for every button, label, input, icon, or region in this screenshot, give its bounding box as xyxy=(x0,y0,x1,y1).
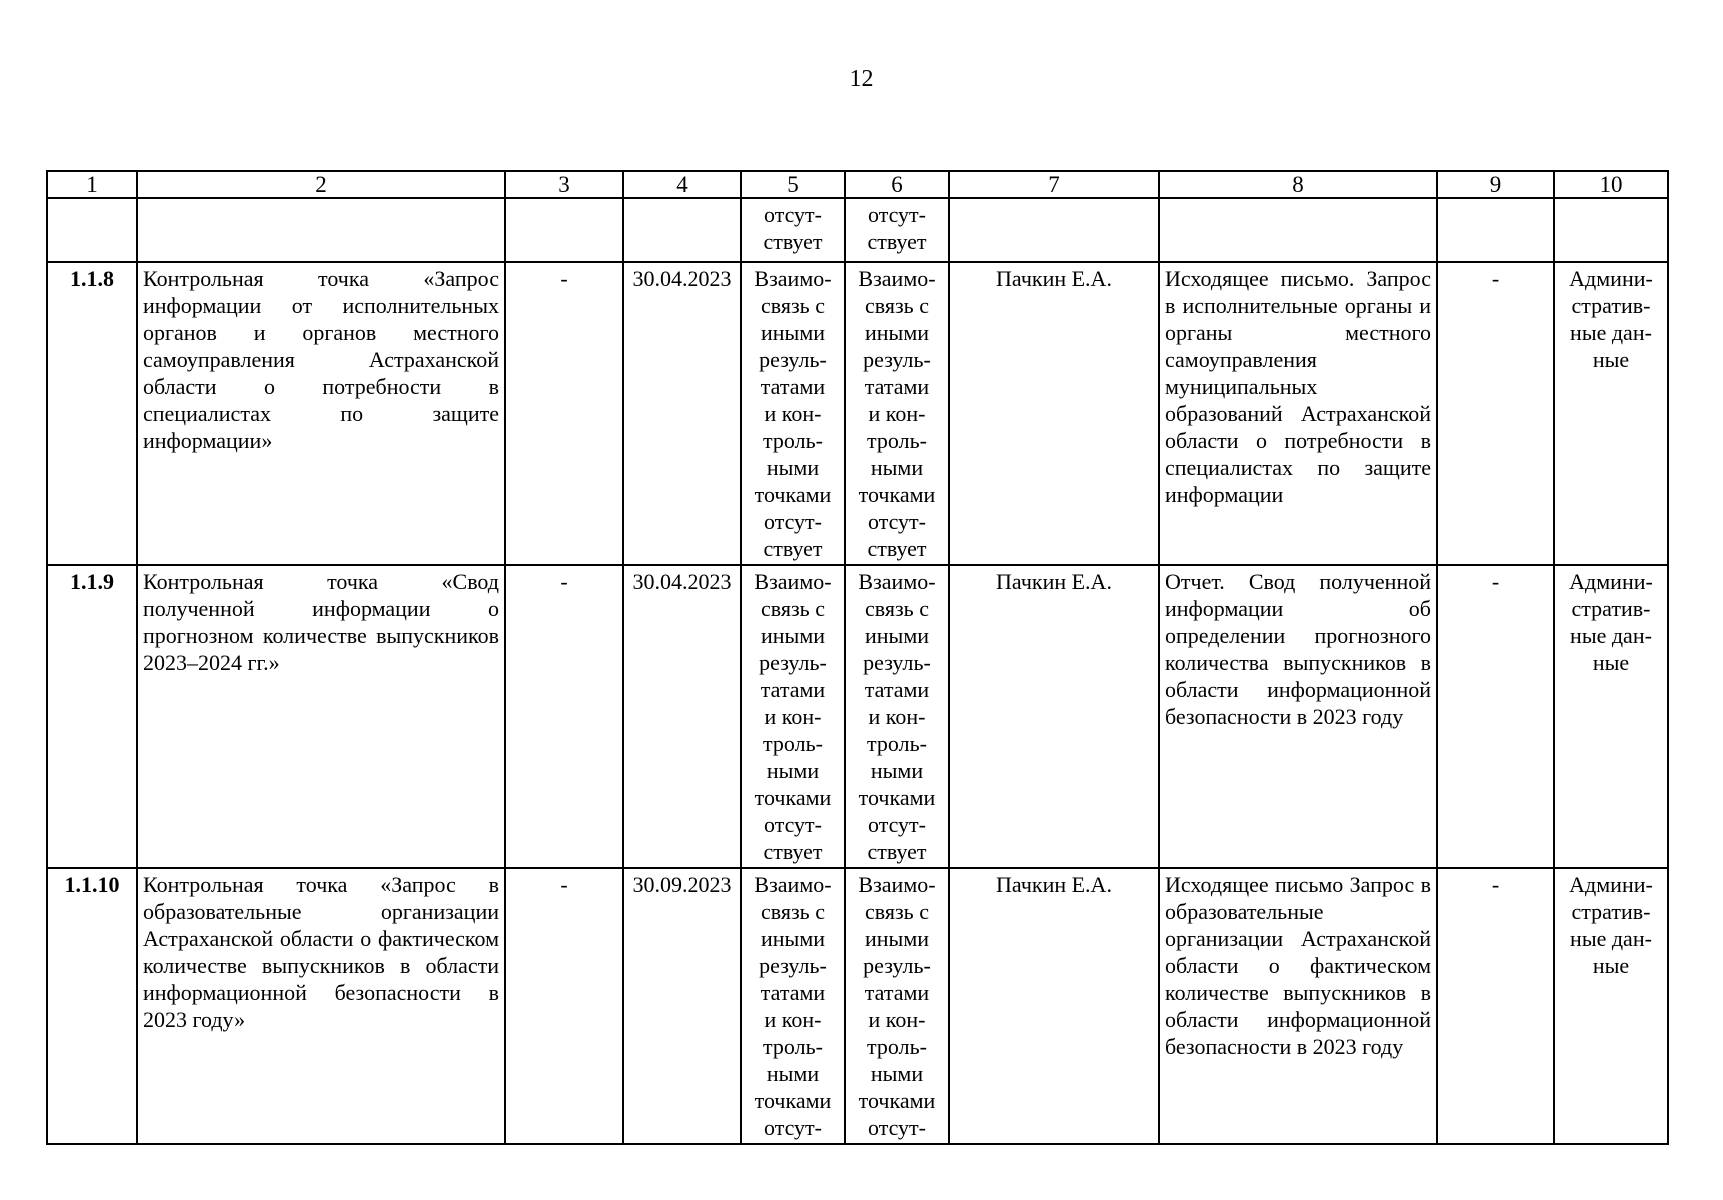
row-col9 xyxy=(1437,868,1554,1144)
col6-line: отсут- xyxy=(867,1115,926,1140)
cont-c5-line: ствует xyxy=(763,229,823,254)
col5-line: ными xyxy=(766,758,820,783)
col6-line: точками xyxy=(858,785,936,810)
col5-line: троль- xyxy=(763,731,823,756)
table-row xyxy=(47,868,1668,1144)
cont-cell-8 xyxy=(1159,198,1437,262)
cont-cell-6 xyxy=(845,198,949,262)
row-number: 1.1.10 xyxy=(47,868,137,1144)
col6-line: точками xyxy=(858,482,936,507)
source-line: Админи- xyxy=(1569,872,1653,897)
source-line: стратив- xyxy=(1571,293,1651,318)
col5-line: Взаимо- xyxy=(754,266,832,291)
row-col9 xyxy=(1437,262,1554,565)
col5-line: точками xyxy=(754,785,832,810)
header-cell-9: 9 xyxy=(1437,171,1554,198)
dash: - xyxy=(560,266,568,291)
header-cell-5: 5 xyxy=(741,171,845,198)
col5-line: троль- xyxy=(763,428,823,453)
row-description: Контрольная точка «Запрос в образовательные организации Астраханской области о фактическом количестве выпускников в области информационной безопасности в 2023 году» xyxy=(137,868,505,1144)
cont-cell-1 xyxy=(47,198,137,262)
dash: - xyxy=(1491,266,1500,291)
header-row xyxy=(47,171,1668,198)
col6-line: ными xyxy=(870,758,924,783)
dash: - xyxy=(560,569,568,594)
col5-line: отсут- xyxy=(763,509,822,534)
col5-line: отсут- xyxy=(763,812,822,837)
row-col3 xyxy=(505,565,623,868)
col5-line: точками xyxy=(754,482,832,507)
col5-line: татами xyxy=(760,980,826,1005)
col5-line: ными xyxy=(766,1061,820,1086)
col6-line: и кон- xyxy=(868,1007,926,1032)
continuation-row xyxy=(47,198,1668,262)
col6-line: татами xyxy=(864,374,930,399)
col5-line: резуль- xyxy=(759,347,827,372)
col5-line: Взаимо- xyxy=(754,872,832,897)
dash: - xyxy=(1491,569,1500,594)
col6-line: иными xyxy=(864,623,930,648)
row-source xyxy=(1554,868,1668,1144)
row-date: 30.04.2023 xyxy=(623,262,741,565)
col6-line: резуль- xyxy=(863,953,931,978)
row-col6 xyxy=(845,262,949,565)
source-line: стратив- xyxy=(1571,596,1651,621)
source-line: ные дан- xyxy=(1570,623,1652,648)
source-line: ные xyxy=(1592,650,1630,675)
col6-line: Взаимо- xyxy=(858,266,936,291)
col5-line: отсут- xyxy=(763,1115,822,1140)
row-source xyxy=(1554,262,1668,565)
col6-line: Взаимо- xyxy=(858,872,936,897)
header-cell-10: 10 xyxy=(1554,171,1668,198)
col6-line: татами xyxy=(864,677,930,702)
col5-line: иными xyxy=(760,623,826,648)
row-col6 xyxy=(845,868,949,1144)
col5-line: татами xyxy=(760,374,826,399)
cont-cell-5 xyxy=(741,198,845,262)
row-number: 1.1.8 xyxy=(47,262,137,565)
row-col5 xyxy=(741,868,845,1144)
row-result: Исходящее письмо. Запрос в исполнительные органы и органы местного самоуправления муниципальных образований Астраханской области о потребности в специалистах по защите информации xyxy=(1159,262,1437,565)
page-number: 12 xyxy=(849,66,874,92)
col5-line: резуль- xyxy=(759,953,827,978)
col6-line: иными xyxy=(864,320,930,345)
col5-line: связь с xyxy=(761,899,825,924)
col5-line: и кон- xyxy=(764,401,822,426)
col6-line: ствует xyxy=(867,839,927,864)
col6-line: отсут- xyxy=(867,812,926,837)
header-cell-1: 1 xyxy=(47,171,137,198)
header-cell-2: 2 xyxy=(137,171,505,198)
col5-line: троль- xyxy=(763,1034,823,1059)
control-points-table xyxy=(46,170,1669,1145)
col6-line: связь с xyxy=(865,596,929,621)
row-responsible: Пачкин Е.А. xyxy=(949,565,1159,868)
row-col3 xyxy=(505,868,623,1144)
row-col5 xyxy=(741,262,845,565)
col5-line: Взаимо- xyxy=(754,569,832,594)
header-cell-4: 4 xyxy=(623,171,741,198)
col5-line: связь с xyxy=(761,596,825,621)
row-date: 30.09.2023 xyxy=(623,868,741,1144)
row-responsible: Пачкин Е.А. xyxy=(949,262,1159,565)
header-cell-3: 3 xyxy=(505,171,623,198)
col6-line: ными xyxy=(870,455,924,480)
col5-line: ными xyxy=(766,455,820,480)
source-line: ные xyxy=(1592,347,1630,372)
col5-line: и кон- xyxy=(764,704,822,729)
header-cell-6: 6 xyxy=(845,171,949,198)
row-source xyxy=(1554,565,1668,868)
row-description: Контрольная точка «Свод полученной информации о прогнозном количестве выпускников 2023–2024 гг.» xyxy=(137,565,505,868)
col5-line: иными xyxy=(760,926,826,951)
col5-line: связь с xyxy=(761,293,825,318)
row-description: Контрольная точка «Запрос информации от исполнительных органов и органов местного самоуправления Астраханской области о потребности в специалистах по защите информации» xyxy=(137,262,505,565)
cont-c6-line: отсут- xyxy=(867,202,926,227)
header-cell-8: 8 xyxy=(1159,171,1437,198)
row-col6 xyxy=(845,565,949,868)
row-date: 30.04.2023 xyxy=(623,565,741,868)
col6-line: ствует xyxy=(867,536,927,561)
col5-line: ствует xyxy=(763,839,823,864)
col6-line: троль- xyxy=(867,428,927,453)
col6-line: и кон- xyxy=(868,401,926,426)
row-number: 1.1.9 xyxy=(47,565,137,868)
col6-line: троль- xyxy=(867,1034,927,1059)
col5-line: резуль- xyxy=(759,650,827,675)
source-line: ные xyxy=(1592,953,1630,978)
row-result: Отчет. Свод полученной информации об определении прогнозного количества выпускников в области информационной безопасности в 2023 году xyxy=(1159,565,1437,868)
col5-line: точками xyxy=(754,1088,832,1113)
row-responsible: Пачкин Е.А. xyxy=(949,868,1159,1144)
col6-line: резуль- xyxy=(863,347,931,372)
col6-line: троль- xyxy=(867,731,927,756)
col6-line: резуль- xyxy=(863,650,931,675)
col6-line: ными xyxy=(870,1061,924,1086)
source-line: стратив- xyxy=(1571,899,1651,924)
col6-line: иными xyxy=(864,926,930,951)
row-col5 xyxy=(741,565,845,868)
col5-line: татами xyxy=(760,677,826,702)
cont-cell-9 xyxy=(1437,198,1554,262)
col6-line: Взаимо- xyxy=(858,569,936,594)
row-result: Исходящее письмо Запрос в образовательные организации Астраханской области о фактическом количестве выпускников в области информационной безопасности в 2023 году xyxy=(1159,868,1437,1144)
col6-line: татами xyxy=(864,980,930,1005)
source-line: ные дан- xyxy=(1570,320,1652,345)
col5-line: ствует xyxy=(763,536,823,561)
cont-cell-4 xyxy=(623,198,741,262)
col6-line: связь с xyxy=(865,293,929,318)
source-line: Админи- xyxy=(1569,266,1653,291)
col6-line: связь с xyxy=(865,899,929,924)
header-cell-7: 7 xyxy=(949,171,1159,198)
cont-cell-7 xyxy=(949,198,1159,262)
col5-line: и кон- xyxy=(764,1007,822,1032)
col6-line: отсут- xyxy=(867,509,926,534)
table-row xyxy=(47,262,1668,565)
cont-c5-line: отсут- xyxy=(763,202,822,227)
col6-line: и кон- xyxy=(868,704,926,729)
cont-cell-3 xyxy=(505,198,623,262)
cont-cell-10 xyxy=(1554,198,1668,262)
source-line: Админи- xyxy=(1569,569,1653,594)
col6-line: точками xyxy=(858,1088,936,1113)
source-line: ные дан- xyxy=(1570,926,1652,951)
row-col3 xyxy=(505,262,623,565)
col5-line: иными xyxy=(760,320,826,345)
cont-cell-2 xyxy=(137,198,505,262)
cont-c6-line: ствует xyxy=(867,229,927,254)
row-col9 xyxy=(1437,565,1554,868)
table-row xyxy=(47,565,1668,868)
dash: - xyxy=(1491,872,1500,897)
dash: - xyxy=(560,872,568,897)
